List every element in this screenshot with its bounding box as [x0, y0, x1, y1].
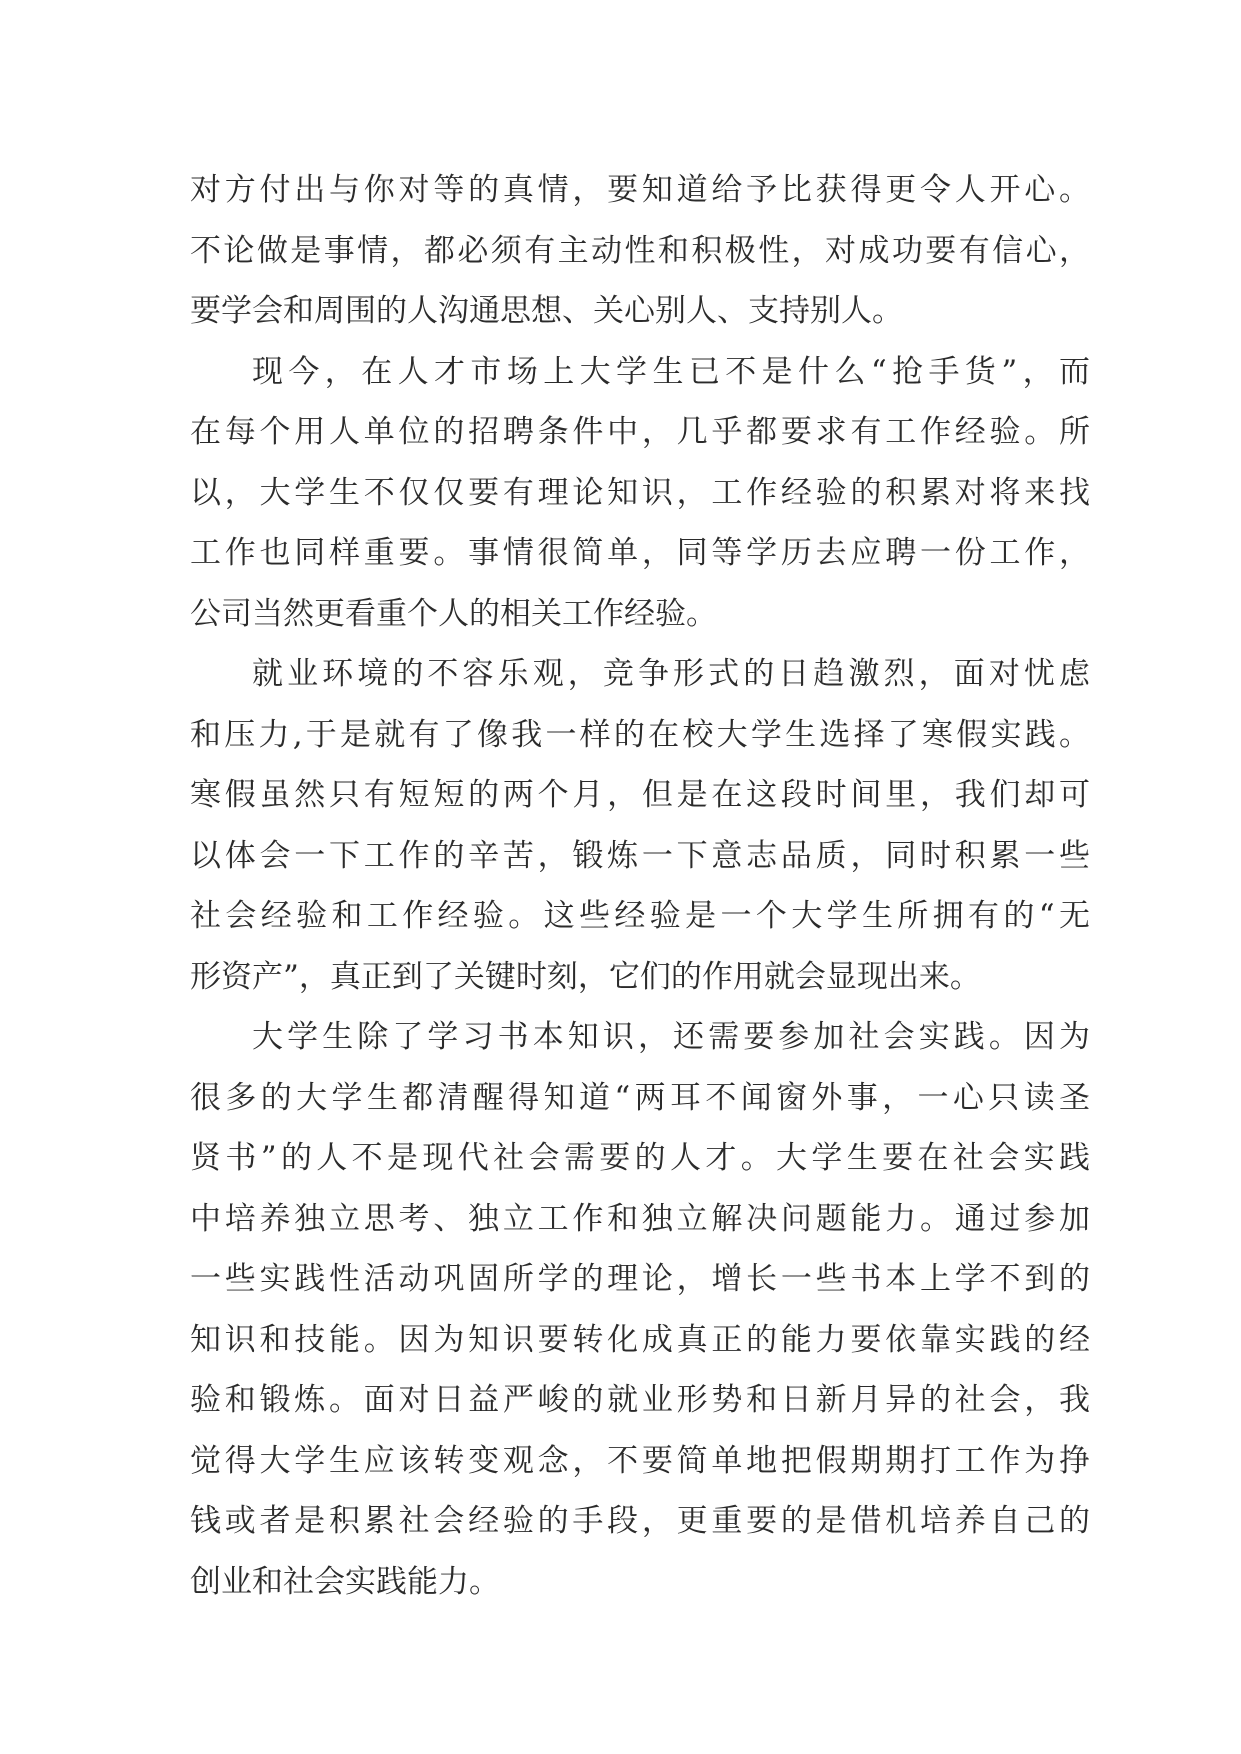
- text-line: 很多的大学生都清醒得知道“两耳不闻窗外事，一心只读圣: [190, 1079, 1090, 1116]
- text-line: 社会经验和工作经验。这些经验是一个大学生所拥有的“无: [190, 898, 1090, 934]
- paragraph-start-line: 就业环境的不容乐观，竞争形式的日趋激烈，面对忧虑: [252, 656, 1090, 692]
- text-line: 形资产”，真正到了关键时刻，它们的作用就会显现出来。: [190, 958, 981, 995]
- text-line: 中培养独立思考、独立工作和独立解决问题能力。通过参加: [190, 1200, 1090, 1237]
- text-line: 以体会一下工作的辛苦，锻炼一下意志品质，同时积累一些: [190, 837, 1090, 874]
- text-line: 寒假虽然只有短短的两个月，但是在这段时间里，我们却可: [190, 777, 1090, 813]
- text-line: 创业和社会实践能力。: [190, 1563, 500, 1600]
- text-line: 和压力,于是就有了像我一样的在校大学生选择了寒假实践。: [190, 716, 1090, 753]
- text-line: 不论做是事情，都必须有主动性和积极性，对成功要有信心，: [190, 232, 1090, 269]
- body-text: [190, 160, 1090, 1612]
- text-line: 在每个用人单位的招聘条件中，几乎都要求有工作经验。所: [190, 414, 1090, 450]
- text-line: 觉得大学生应该转变观念，不要简单地把假期期打工作为挣: [190, 1442, 1090, 1479]
- text-line: 一些实践性活动巩固所学的理论，增长一些书本上学不到的: [190, 1261, 1090, 1297]
- text-line: 工作也同样重要。事情很简单，同等学历去应聘一份工作，: [190, 535, 1090, 571]
- text-line: 贤书”的人不是现代社会需要的人才。大学生要在社会实践: [190, 1140, 1090, 1176]
- text-line: 公司当然更看重个人的相关工作经验。: [190, 595, 717, 632]
- text-line: 以，大学生不仅仅要有理论知识，工作经验的积累对将来找: [190, 474, 1090, 511]
- text-line: 知识和技能。因为知识要转化成真正的能力要依靠实践的经: [190, 1321, 1090, 1358]
- text-line: 要学会和周围的人沟通思想、关心别人、支持别人。: [190, 293, 903, 329]
- paragraph-start-line: 大学生除了学习书本知识，还需要参加社会实践。因为: [252, 1019, 1090, 1055]
- paragraph-start-line: 现今，在人才市场上大学生已不是什么“抢手货”，而: [252, 353, 1090, 390]
- text-line: 钱或者是积累社会经验的手段，更重要的是借机培养自己的: [190, 1503, 1090, 1539]
- text-line: 对方付出与你对等的真情，要知道给予比获得更令人开心。: [190, 172, 1090, 208]
- text-line: 验和锻炼。面对日益严峻的就业形势和日新月异的社会，我: [190, 1382, 1090, 1418]
